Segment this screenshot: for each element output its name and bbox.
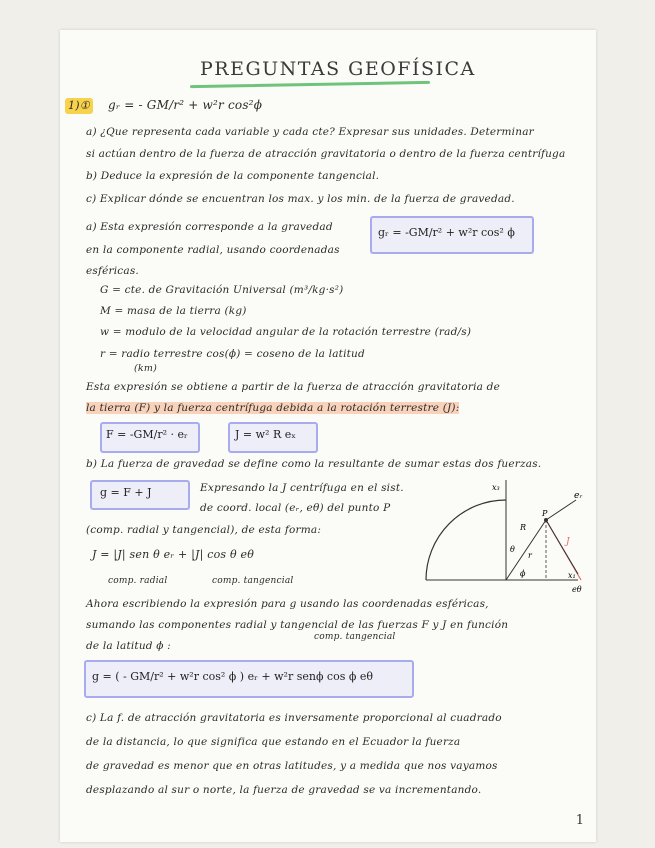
answer-a-line2: en la componente radial, usando coordenadas	[86, 244, 340, 256]
answer-b-now1: Ahora escribiendo la expresión para g usando las coordenadas esféricas,	[86, 598, 489, 610]
origin-line2: la tierra (F) y la fuerza centrífuga debida a la rotación terrestre (J):	[86, 402, 460, 414]
main-formula: gᵣ = - GM/r² + w²r cos²ϕ	[108, 98, 263, 112]
var-M: M = masa de la tierra (kg)	[100, 305, 247, 317]
answer-a-line3: esféricas.	[86, 265, 139, 277]
page-number: 1	[575, 813, 584, 828]
label-P: P	[542, 509, 548, 518]
origin-line1: Esta expresión se obtiene a partir de la fuerza de atracción gravitatoria de	[86, 381, 500, 393]
label-R: R	[520, 523, 527, 532]
answer-b-expr1: Expresando la J centrífuga en el sist.	[200, 482, 404, 494]
label-x3: x₃	[492, 483, 500, 492]
J-formula: J = w² R eₓ	[235, 428, 296, 441]
answer-b-line1: b) La fuerza de gravedad se define como la resultante de sumar estas dos fuerzas.	[86, 458, 542, 470]
question-a-line2: si actúan dentro de la fuerza de atracción gravitatoria o dentro de la fuerza centrífuga	[86, 148, 566, 160]
answer-c-line1: c) La f. de atracción gravitatoria es inversamente proporcional al cuadrado	[86, 712, 502, 724]
question-b: b) Deduce la expresión de la componente tangencial.	[86, 170, 380, 182]
g-sum-formula: g = F + J	[100, 486, 152, 499]
answer-b-expr2: de coord. local (eᵣ, eθ) del punto P	[200, 502, 391, 514]
earth-arc	[426, 500, 506, 580]
answer-b-now2: sumando las componentes radial y tangencial de las fuerzas F y J en función	[86, 619, 509, 631]
er-vector	[546, 500, 576, 520]
F-formula: F = -GM/r² · eᵣ	[106, 428, 188, 441]
label-x1: x₁	[568, 571, 576, 580]
notebook-page	[60, 30, 596, 842]
gravity-formula: gᵣ = -GM/r² + w²r cos² ϕ	[378, 226, 515, 239]
earth-coordinate-diagram	[396, 470, 586, 600]
label-comp-tangencial-final: comp. tangencial	[314, 632, 396, 642]
page-title: PREGUNTAS GEOFÍSICA	[200, 58, 476, 80]
label-comp-radial: comp. radial	[108, 576, 168, 586]
var-r: r = radio terrestre cos(ϕ) = coseno de la latitud	[100, 348, 365, 360]
answer-a-line1: a) Esta expresión corresponde a la gravedad	[86, 221, 333, 233]
label-theta: θ	[510, 545, 515, 554]
label-comp-tangencial: comp. tangencial	[212, 576, 294, 586]
etheta-vector	[546, 520, 578, 574]
label-etheta: eθ	[572, 585, 582, 594]
var-G: G = cte. de Gravitación Universal (m³/kg·s²)	[100, 284, 344, 296]
answer-b-now3: de la latitud ϕ :	[86, 640, 171, 652]
label-er: eᵣ	[574, 491, 583, 501]
var-r-unit: (km)	[134, 363, 157, 374]
answer-b-expr3: (comp. radial y tangencial), de esta forma:	[86, 524, 322, 536]
title-underline	[190, 81, 430, 88]
point-P	[544, 518, 548, 522]
final-gravity-formula: g = ( - GM/r² + w²r cos² ϕ ) eᵣ + w²r senϕ cos ϕ eθ	[92, 670, 373, 683]
answer-c-line3: de gravedad es menor que en otras latitudes, y a medida que nos vayamos	[86, 760, 498, 772]
J-components-formula: J = |J| sen θ eᵣ + |J| cos θ eθ	[92, 548, 255, 561]
label-r: r	[528, 551, 532, 560]
answer-c-line2: de la distancia, lo que significa que estando en el Ecuador la fuerza	[86, 736, 461, 748]
answer-c-line4: desplazando al sur o norte, la fuerza de gravedad se va incrementando.	[86, 784, 482, 796]
label-phi: ϕ	[520, 569, 526, 578]
question-number: 1)①	[68, 99, 90, 112]
question-c: c) Explicar dónde se encuentran los max. y los min. de la fuerza de gravedad.	[86, 193, 515, 205]
var-w: w = modulo de la velocidad angular de la rotación terrestre (rad/s)	[100, 326, 472, 338]
question-a-line1: a) ¿Que representa cada variable y cada cte? Expresar sus unidades. Determinar	[86, 126, 534, 138]
label-J: J	[566, 537, 570, 547]
